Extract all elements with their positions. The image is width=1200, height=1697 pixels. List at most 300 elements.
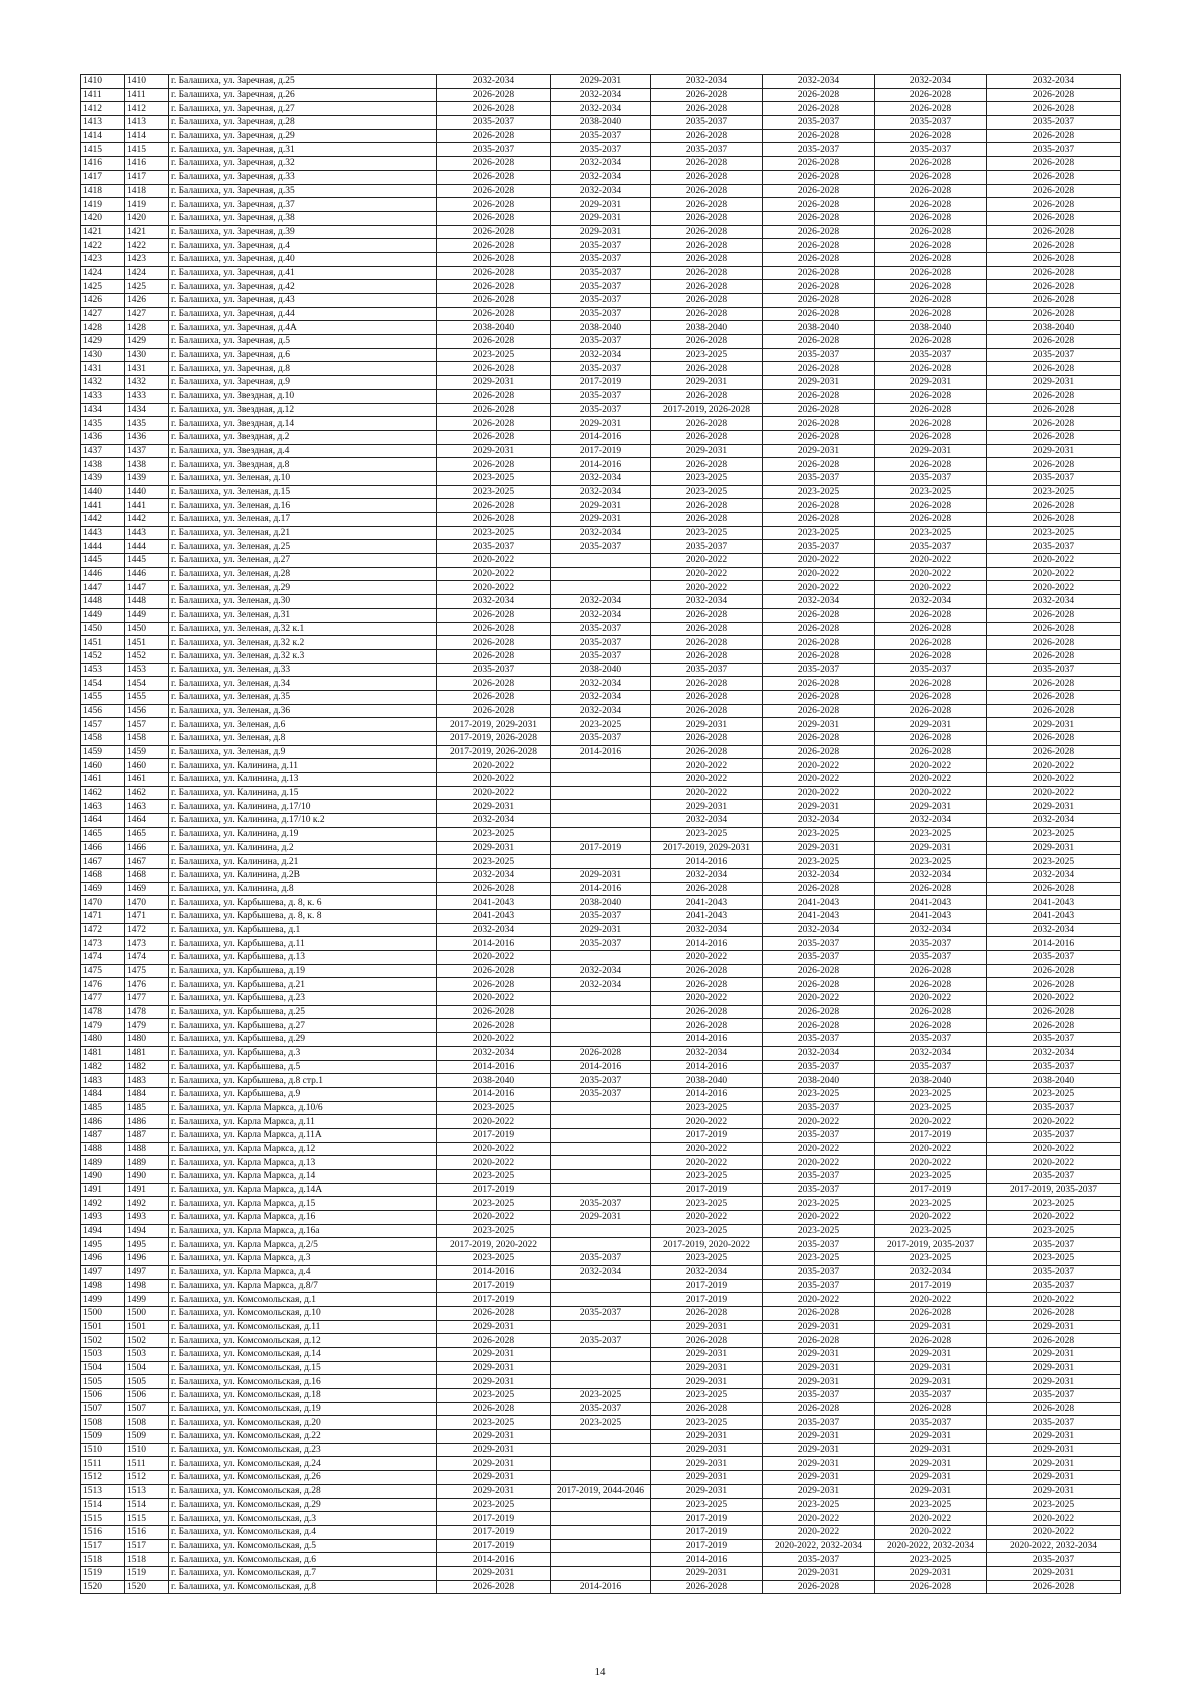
table-row — [81, 540, 1121, 554]
period-col3-cell: 2026-2028 — [651, 978, 763, 992]
row-index-cell: 1479 — [81, 1019, 125, 1033]
period-col6-cell: 2023-2025 — [987, 526, 1121, 540]
table-row — [81, 1101, 1121, 1115]
period-col5-cell: 2032-2034 — [875, 1265, 987, 1279]
period-col3-cell: 2026-2028 — [651, 198, 763, 212]
row-number-cell: 1431 — [125, 362, 169, 376]
period-col3-cell: 2029-2031 — [651, 1443, 763, 1457]
row-number-cell: 1505 — [125, 1375, 169, 1389]
period-col4-cell: 2026-2028 — [763, 636, 875, 650]
period-col4-cell: 2035-2037 — [763, 348, 875, 362]
row-index-cell: 1461 — [81, 773, 125, 787]
address-cell: г. Балашиха, ул. Заречная, д.40 — [169, 252, 437, 266]
period-col1-cell: 2029-2031 — [437, 1430, 551, 1444]
period-col3-cell: 2026-2028 — [651, 622, 763, 636]
period-col6-cell: 2020-2022 — [987, 1293, 1121, 1307]
document-sheet — [80, 74, 1120, 1594]
period-col1-cell: 2029-2031 — [437, 1566, 551, 1580]
period-col2-cell: 2032-2034 — [551, 1265, 651, 1279]
period-col6-cell: 2026-2028 — [987, 362, 1121, 376]
period-col6-cell: 2023-2025 — [987, 1252, 1121, 1266]
period-col5-cell: 2029-2031 — [875, 1443, 987, 1457]
period-col6-cell: 2020-2022 — [987, 581, 1121, 595]
period-col2-cell — [551, 1443, 651, 1457]
period-col5-cell: 2026-2028 — [875, 732, 987, 746]
period-col5-cell: 2038-2040 — [875, 321, 987, 335]
period-col5-cell: 2026-2028 — [875, 88, 987, 102]
period-col4-cell: 2035-2037 — [763, 937, 875, 951]
period-col5-cell: 2023-2025 — [875, 526, 987, 540]
address-cell: г. Балашиха, ул. Карбышева, д. 8, к. 8 — [169, 909, 437, 923]
period-col2-cell: 2023-2025 — [551, 718, 651, 732]
address-cell: г. Балашиха, ул. Калинина, д.19 — [169, 827, 437, 841]
period-col1-cell: 2020-2022 — [437, 951, 551, 965]
period-col1-cell: 2026-2028 — [437, 211, 551, 225]
period-col5-cell: 2026-2028 — [875, 978, 987, 992]
row-number-cell: 1426 — [125, 294, 169, 308]
period-col2-cell — [551, 855, 651, 869]
row-number-cell: 1424 — [125, 266, 169, 280]
period-col6-cell: 2014-2016 — [987, 937, 1121, 951]
period-col2-cell — [551, 773, 651, 787]
period-col4-cell: 2026-2028 — [763, 430, 875, 444]
table-row — [81, 417, 1121, 431]
period-col3-cell: 2029-2031 — [651, 1361, 763, 1375]
table-row — [81, 116, 1121, 130]
row-number-cell: 1455 — [125, 690, 169, 704]
period-col1-cell: 2035-2037 — [437, 116, 551, 130]
period-col5-cell: 2020-2022 — [875, 1512, 987, 1526]
period-col1-cell: 2026-2028 — [437, 198, 551, 212]
period-col1-cell: 2023-2025 — [437, 1252, 551, 1266]
address-cell: г. Балашиха, ул. Звездная, д.12 — [169, 403, 437, 417]
period-col6-cell: 2035-2037 — [987, 1553, 1121, 1567]
period-col4-cell: 2020-2022 — [763, 567, 875, 581]
period-col5-cell: 2041-2043 — [875, 896, 987, 910]
row-index-cell: 1429 — [81, 335, 125, 349]
period-col4-cell: 2026-2028 — [763, 403, 875, 417]
period-col4-cell: 2035-2037 — [763, 1183, 875, 1197]
period-col5-cell: 2017-2019, 2035-2037 — [875, 1238, 987, 1252]
period-col5-cell: 2026-2028 — [875, 294, 987, 308]
period-col3-cell: 2020-2022 — [651, 1156, 763, 1170]
period-col1-cell: 2026-2028 — [437, 252, 551, 266]
period-col5-cell: 2029-2031 — [875, 1471, 987, 1485]
table-row — [81, 1471, 1121, 1485]
period-col1-cell: 2023-2025 — [437, 348, 551, 362]
address-cell: г. Балашиха, ул. Карбышева, д.3 — [169, 1046, 437, 1060]
period-col5-cell: 2017-2019 — [875, 1183, 987, 1197]
address-cell: г. Балашиха, ул. Комсомольская, д.8 — [169, 1580, 437, 1594]
row-index-cell: 1485 — [81, 1101, 125, 1115]
table-row — [81, 855, 1121, 869]
period-col2-cell: 2035-2037 — [551, 1074, 651, 1088]
table-row — [81, 718, 1121, 732]
row-index-cell: 1439 — [81, 471, 125, 485]
period-col6-cell: 2035-2037 — [987, 1238, 1121, 1252]
period-col2-cell: 2032-2034 — [551, 978, 651, 992]
period-col4-cell: 2029-2031 — [763, 1361, 875, 1375]
table-row — [81, 1005, 1121, 1019]
period-col4-cell: 2026-2028 — [763, 677, 875, 691]
row-number-cell: 1436 — [125, 430, 169, 444]
period-col3-cell: 2026-2028 — [651, 732, 763, 746]
table-row — [81, 814, 1121, 828]
row-number-cell: 1467 — [125, 855, 169, 869]
table-row — [81, 595, 1121, 609]
period-col4-cell: 2035-2037 — [763, 663, 875, 677]
address-cell: г. Балашиха, ул. Заречная, д.31 — [169, 143, 437, 157]
row-index-cell: 1487 — [81, 1128, 125, 1142]
table-row — [81, 909, 1121, 923]
table-row — [81, 978, 1121, 992]
period-col4-cell: 2038-2040 — [763, 321, 875, 335]
address-cell: г. Балашиха, ул. Заречная, д.28 — [169, 116, 437, 130]
period-col6-cell: 2035-2037 — [987, 663, 1121, 677]
row-index-cell: 1483 — [81, 1074, 125, 1088]
period-col5-cell: 2026-2028 — [875, 430, 987, 444]
table-row — [81, 1580, 1121, 1594]
table-row — [81, 800, 1121, 814]
period-col1-cell: 2014-2016 — [437, 937, 551, 951]
row-number-cell: 1512 — [125, 1471, 169, 1485]
period-col1-cell: 2026-2028 — [437, 499, 551, 513]
row-number-cell: 1497 — [125, 1265, 169, 1279]
address-cell: г. Балашиха, ул. Заречная, д.37 — [169, 198, 437, 212]
period-col4-cell: 2026-2028 — [763, 102, 875, 116]
address-cell: г. Балашиха, ул. Карла Маркса, д.10/6 — [169, 1101, 437, 1115]
period-col2-cell: 2035-2037 — [551, 252, 651, 266]
period-col6-cell: 2035-2037 — [987, 471, 1121, 485]
period-col6-cell: 2026-2028 — [987, 252, 1121, 266]
row-index-cell: 1449 — [81, 608, 125, 622]
period-col4-cell: 2029-2031 — [763, 1484, 875, 1498]
period-col5-cell: 2026-2028 — [875, 622, 987, 636]
period-col5-cell: 2029-2031 — [875, 1347, 987, 1361]
row-index-cell: 1411 — [81, 88, 125, 102]
period-col1-cell: 2035-2037 — [437, 663, 551, 677]
period-col1-cell: 2026-2028 — [437, 225, 551, 239]
row-number-cell: 1483 — [125, 1074, 169, 1088]
address-cell: г. Балашиха, ул. Калинина, д.11 — [169, 759, 437, 773]
period-col4-cell: 2035-2037 — [763, 143, 875, 157]
row-number-cell: 1434 — [125, 403, 169, 417]
period-col5-cell: 2029-2031 — [875, 1320, 987, 1334]
period-col2-cell: 2038-2040 — [551, 663, 651, 677]
table-row — [81, 1019, 1121, 1033]
period-col6-cell: 2020-2022 — [987, 786, 1121, 800]
address-cell: г. Балашиха, ул. Карбышева, д.25 — [169, 1005, 437, 1019]
period-col3-cell: 2029-2031 — [651, 1484, 763, 1498]
address-cell: г. Балашиха, ул. Заречная, д.26 — [169, 88, 437, 102]
period-col5-cell: 2026-2028 — [875, 649, 987, 663]
period-col1-cell: 2026-2028 — [437, 649, 551, 663]
row-index-cell: 1498 — [81, 1279, 125, 1293]
row-index-cell: 1497 — [81, 1265, 125, 1279]
period-col5-cell: 2026-2028 — [875, 1005, 987, 1019]
row-index-cell: 1471 — [81, 909, 125, 923]
period-col3-cell: 2035-2037 — [651, 540, 763, 554]
period-col4-cell: 2020-2022 — [763, 1115, 875, 1129]
row-index-cell: 1516 — [81, 1525, 125, 1539]
period-col6-cell: 2032-2034 — [987, 814, 1121, 828]
period-col5-cell: 2023-2025 — [875, 1101, 987, 1115]
period-col2-cell — [551, 1539, 651, 1553]
table-row — [81, 786, 1121, 800]
address-cell: г. Балашиха, ул. Карбышева, д.9 — [169, 1087, 437, 1101]
period-col5-cell: 2026-2028 — [875, 1402, 987, 1416]
period-col1-cell: 2038-2040 — [437, 1074, 551, 1088]
address-cell: г. Балашиха, ул. Комсомольская, д.11 — [169, 1320, 437, 1334]
period-col2-cell — [551, 1128, 651, 1142]
period-col2-cell: 2035-2037 — [551, 403, 651, 417]
period-col2-cell: 2032-2034 — [551, 608, 651, 622]
period-col5-cell: 2020-2022 — [875, 1525, 987, 1539]
period-col2-cell — [551, 1457, 651, 1471]
period-col6-cell: 2029-2031 — [987, 1566, 1121, 1580]
row-number-cell: 1477 — [125, 992, 169, 1006]
row-index-cell: 1414 — [81, 129, 125, 143]
period-col1-cell: 2026-2028 — [437, 307, 551, 321]
period-col1-cell: 2026-2028 — [437, 513, 551, 527]
row-number-cell: 1445 — [125, 554, 169, 568]
period-col4-cell: 2026-2028 — [763, 252, 875, 266]
address-cell: г. Балашиха, ул. Заречная, д.32 — [169, 157, 437, 171]
period-col4-cell: 2029-2031 — [763, 1375, 875, 1389]
table-row — [81, 1457, 1121, 1471]
period-col2-cell: 2035-2037 — [551, 1197, 651, 1211]
row-index-cell: 1427 — [81, 307, 125, 321]
address-cell: г. Балашиха, ул. Комсомольская, д.28 — [169, 1484, 437, 1498]
period-col2-cell: 2032-2034 — [551, 471, 651, 485]
row-index-cell: 1517 — [81, 1539, 125, 1553]
table-row — [81, 102, 1121, 116]
table-row — [81, 773, 1121, 787]
period-col3-cell: 2032-2034 — [651, 75, 763, 89]
period-col1-cell: 2017-2019 — [437, 1525, 551, 1539]
period-col1-cell: 2020-2022 — [437, 1033, 551, 1047]
address-cell: г. Балашиха, ул. Зеленая, д.16 — [169, 499, 437, 513]
row-number-cell: 1478 — [125, 1005, 169, 1019]
table-row — [81, 198, 1121, 212]
table-row — [81, 1087, 1121, 1101]
period-col1-cell: 2014-2016 — [437, 1553, 551, 1567]
period-col4-cell: 2035-2037 — [763, 471, 875, 485]
period-col5-cell: 2032-2034 — [875, 595, 987, 609]
period-col1-cell: 2041-2043 — [437, 896, 551, 910]
period-col3-cell: 2017-2019 — [651, 1183, 763, 1197]
table-row — [81, 88, 1121, 102]
period-col6-cell: 2041-2043 — [987, 909, 1121, 923]
period-col2-cell: 2029-2031 — [551, 923, 651, 937]
period-col2-cell: 2032-2034 — [551, 964, 651, 978]
period-col1-cell: 2023-2025 — [437, 1170, 551, 1184]
period-col3-cell: 2020-2022 — [651, 1211, 763, 1225]
period-col2-cell: 2023-2025 — [551, 1389, 651, 1403]
period-col2-cell — [551, 567, 651, 581]
period-col5-cell: 2023-2025 — [875, 1553, 987, 1567]
period-col4-cell: 2041-2043 — [763, 896, 875, 910]
period-col2-cell — [551, 992, 651, 1006]
address-cell: г. Балашиха, ул. Заречная, д.4 — [169, 239, 437, 253]
period-col4-cell: 2029-2031 — [763, 800, 875, 814]
table-row — [81, 1430, 1121, 1444]
period-col4-cell: 2020-2022 — [763, 581, 875, 595]
row-index-cell: 1455 — [81, 690, 125, 704]
period-col6-cell: 2026-2028 — [987, 636, 1121, 650]
period-col2-cell: 2035-2037 — [551, 622, 651, 636]
row-number-cell: 1504 — [125, 1361, 169, 1375]
table-row — [81, 677, 1121, 691]
row-number-cell: 1433 — [125, 389, 169, 403]
period-col4-cell: 2020-2022 — [763, 554, 875, 568]
period-col5-cell: 2029-2031 — [875, 376, 987, 390]
table-row — [81, 663, 1121, 677]
period-col2-cell: 2014-2016 — [551, 882, 651, 896]
address-cell: г. Балашиха, ул. Карбышева, д.19 — [169, 964, 437, 978]
period-col2-cell: 2035-2037 — [551, 732, 651, 746]
address-cell: г. Балашиха, ул. Звездная, д.4 — [169, 444, 437, 458]
period-col5-cell: 2029-2031 — [875, 1375, 987, 1389]
period-col1-cell: 2032-2034 — [437, 814, 551, 828]
period-col2-cell — [551, 951, 651, 965]
row-index-cell: 1500 — [81, 1306, 125, 1320]
period-col1-cell: 2020-2022 — [437, 992, 551, 1006]
row-index-cell: 1447 — [81, 581, 125, 595]
period-col6-cell: 2029-2031 — [987, 1471, 1121, 1485]
row-number-cell: 1508 — [125, 1416, 169, 1430]
period-col1-cell: 2035-2037 — [437, 143, 551, 157]
period-col6-cell: 2035-2037 — [987, 348, 1121, 362]
period-col1-cell: 2020-2022 — [437, 1142, 551, 1156]
period-col5-cell: 2029-2031 — [875, 1484, 987, 1498]
row-index-cell: 1508 — [81, 1416, 125, 1430]
period-col6-cell: 2032-2034 — [987, 1046, 1121, 1060]
row-number-cell: 1466 — [125, 841, 169, 855]
row-number-cell: 1447 — [125, 581, 169, 595]
period-col5-cell: 2035-2037 — [875, 1389, 987, 1403]
period-col4-cell: 2035-2037 — [763, 1416, 875, 1430]
address-cell: г. Балашиха, ул. Калинина, д.2 — [169, 841, 437, 855]
period-col4-cell: 2026-2028 — [763, 170, 875, 184]
period-col6-cell: 2029-2031 — [987, 1443, 1121, 1457]
table-row — [81, 1375, 1121, 1389]
period-col6-cell: 2035-2037 — [987, 1279, 1121, 1293]
row-number-cell: 1470 — [125, 896, 169, 910]
period-col2-cell: 2017-2019, 2044-2046 — [551, 1484, 651, 1498]
period-col4-cell: 2029-2031 — [763, 444, 875, 458]
row-index-cell: 1495 — [81, 1238, 125, 1252]
period-col5-cell: 2026-2028 — [875, 403, 987, 417]
period-col6-cell: 2026-2028 — [987, 513, 1121, 527]
table-row — [81, 225, 1121, 239]
period-col6-cell: 2035-2037 — [987, 143, 1121, 157]
row-index-cell: 1501 — [81, 1320, 125, 1334]
period-col4-cell: 2026-2028 — [763, 198, 875, 212]
period-col1-cell: 2017-2019 — [437, 1128, 551, 1142]
period-col2-cell: 2035-2037 — [551, 239, 651, 253]
table-row — [81, 1197, 1121, 1211]
table-row — [81, 348, 1121, 362]
row-index-cell: 1453 — [81, 663, 125, 677]
period-col3-cell: 2020-2022 — [651, 773, 763, 787]
row-number-cell: 1484 — [125, 1087, 169, 1101]
period-col4-cell: 2029-2031 — [763, 1430, 875, 1444]
table-body — [81, 75, 1121, 1594]
period-col5-cell: 2026-2028 — [875, 513, 987, 527]
row-index-cell: 1460 — [81, 759, 125, 773]
period-col2-cell — [551, 1293, 651, 1307]
period-col6-cell: 2026-2028 — [987, 102, 1121, 116]
period-col2-cell — [551, 1320, 651, 1334]
period-col5-cell: 2020-2022, 2032-2034 — [875, 1539, 987, 1553]
period-col3-cell: 2035-2037 — [651, 143, 763, 157]
period-col1-cell: 2020-2022 — [437, 1115, 551, 1129]
period-col4-cell: 2035-2037 — [763, 1101, 875, 1115]
row-index-cell: 1470 — [81, 896, 125, 910]
address-cell: г. Балашиха, ул. Калинина, д.17/10 — [169, 800, 437, 814]
address-cell: г. Балашиха, ул. Комсомольская, д.3 — [169, 1512, 437, 1526]
address-cell: г. Балашиха, ул. Карла Маркса, д.12 — [169, 1142, 437, 1156]
address-cell: г. Балашиха, ул. Комсомольская, д.6 — [169, 1553, 437, 1567]
address-cell: г. Балашиха, ул. Карла Маркса, д.2/5 — [169, 1238, 437, 1252]
address-cell: г. Балашиха, ул. Заречная, д.6 — [169, 348, 437, 362]
period-col4-cell: 2026-2028 — [763, 362, 875, 376]
period-col2-cell: 2035-2037 — [551, 280, 651, 294]
period-col4-cell: 2026-2028 — [763, 294, 875, 308]
row-index-cell: 1513 — [81, 1484, 125, 1498]
address-cell: г. Балашиха, ул. Карла Маркса, д.14А — [169, 1183, 437, 1197]
period-col1-cell: 2017-2019, 2020-2022 — [437, 1238, 551, 1252]
period-col6-cell: 2029-2031 — [987, 718, 1121, 732]
period-col3-cell: 2026-2028 — [651, 882, 763, 896]
period-col6-cell: 2026-2028 — [987, 389, 1121, 403]
period-col3-cell: 2020-2022 — [651, 1142, 763, 1156]
period-col3-cell: 2014-2016 — [651, 1060, 763, 1074]
period-col3-cell: 2020-2022 — [651, 951, 763, 965]
period-col4-cell: 2026-2028 — [763, 88, 875, 102]
period-col5-cell: 2017-2019 — [875, 1128, 987, 1142]
row-index-cell: 1450 — [81, 622, 125, 636]
address-cell: г. Балашиха, ул. Заречная, д.8 — [169, 362, 437, 376]
row-index-cell: 1515 — [81, 1512, 125, 1526]
period-col5-cell: 2020-2022 — [875, 759, 987, 773]
table-row — [81, 608, 1121, 622]
period-col6-cell: 2035-2037 — [987, 540, 1121, 554]
address-cell: г. Балашиха, ул. Заречная, д.29 — [169, 129, 437, 143]
period-col6-cell: 2026-2028 — [987, 690, 1121, 704]
period-col4-cell: 2023-2025 — [763, 485, 875, 499]
period-col5-cell: 2026-2028 — [875, 157, 987, 171]
period-col5-cell: 2026-2028 — [875, 1306, 987, 1320]
period-col5-cell: 2020-2022 — [875, 786, 987, 800]
address-cell: г. Балашиха, ул. Заречная, д.25 — [169, 75, 437, 89]
row-number-cell: 1451 — [125, 636, 169, 650]
table-row — [81, 170, 1121, 184]
row-number-cell: 1499 — [125, 1293, 169, 1307]
period-col6-cell: 2029-2031 — [987, 841, 1121, 855]
period-col6-cell: 2020-2022 — [987, 554, 1121, 568]
address-cell: г. Балашиха, ул. Зеленая, д.15 — [169, 485, 437, 499]
period-col2-cell — [551, 1525, 651, 1539]
table-row — [81, 389, 1121, 403]
period-col1-cell: 2041-2043 — [437, 909, 551, 923]
row-index-cell: 1434 — [81, 403, 125, 417]
period-col5-cell: 2035-2037 — [875, 663, 987, 677]
period-col3-cell: 2026-2028 — [651, 649, 763, 663]
period-col2-cell: 2032-2034 — [551, 170, 651, 184]
table-row — [81, 732, 1121, 746]
